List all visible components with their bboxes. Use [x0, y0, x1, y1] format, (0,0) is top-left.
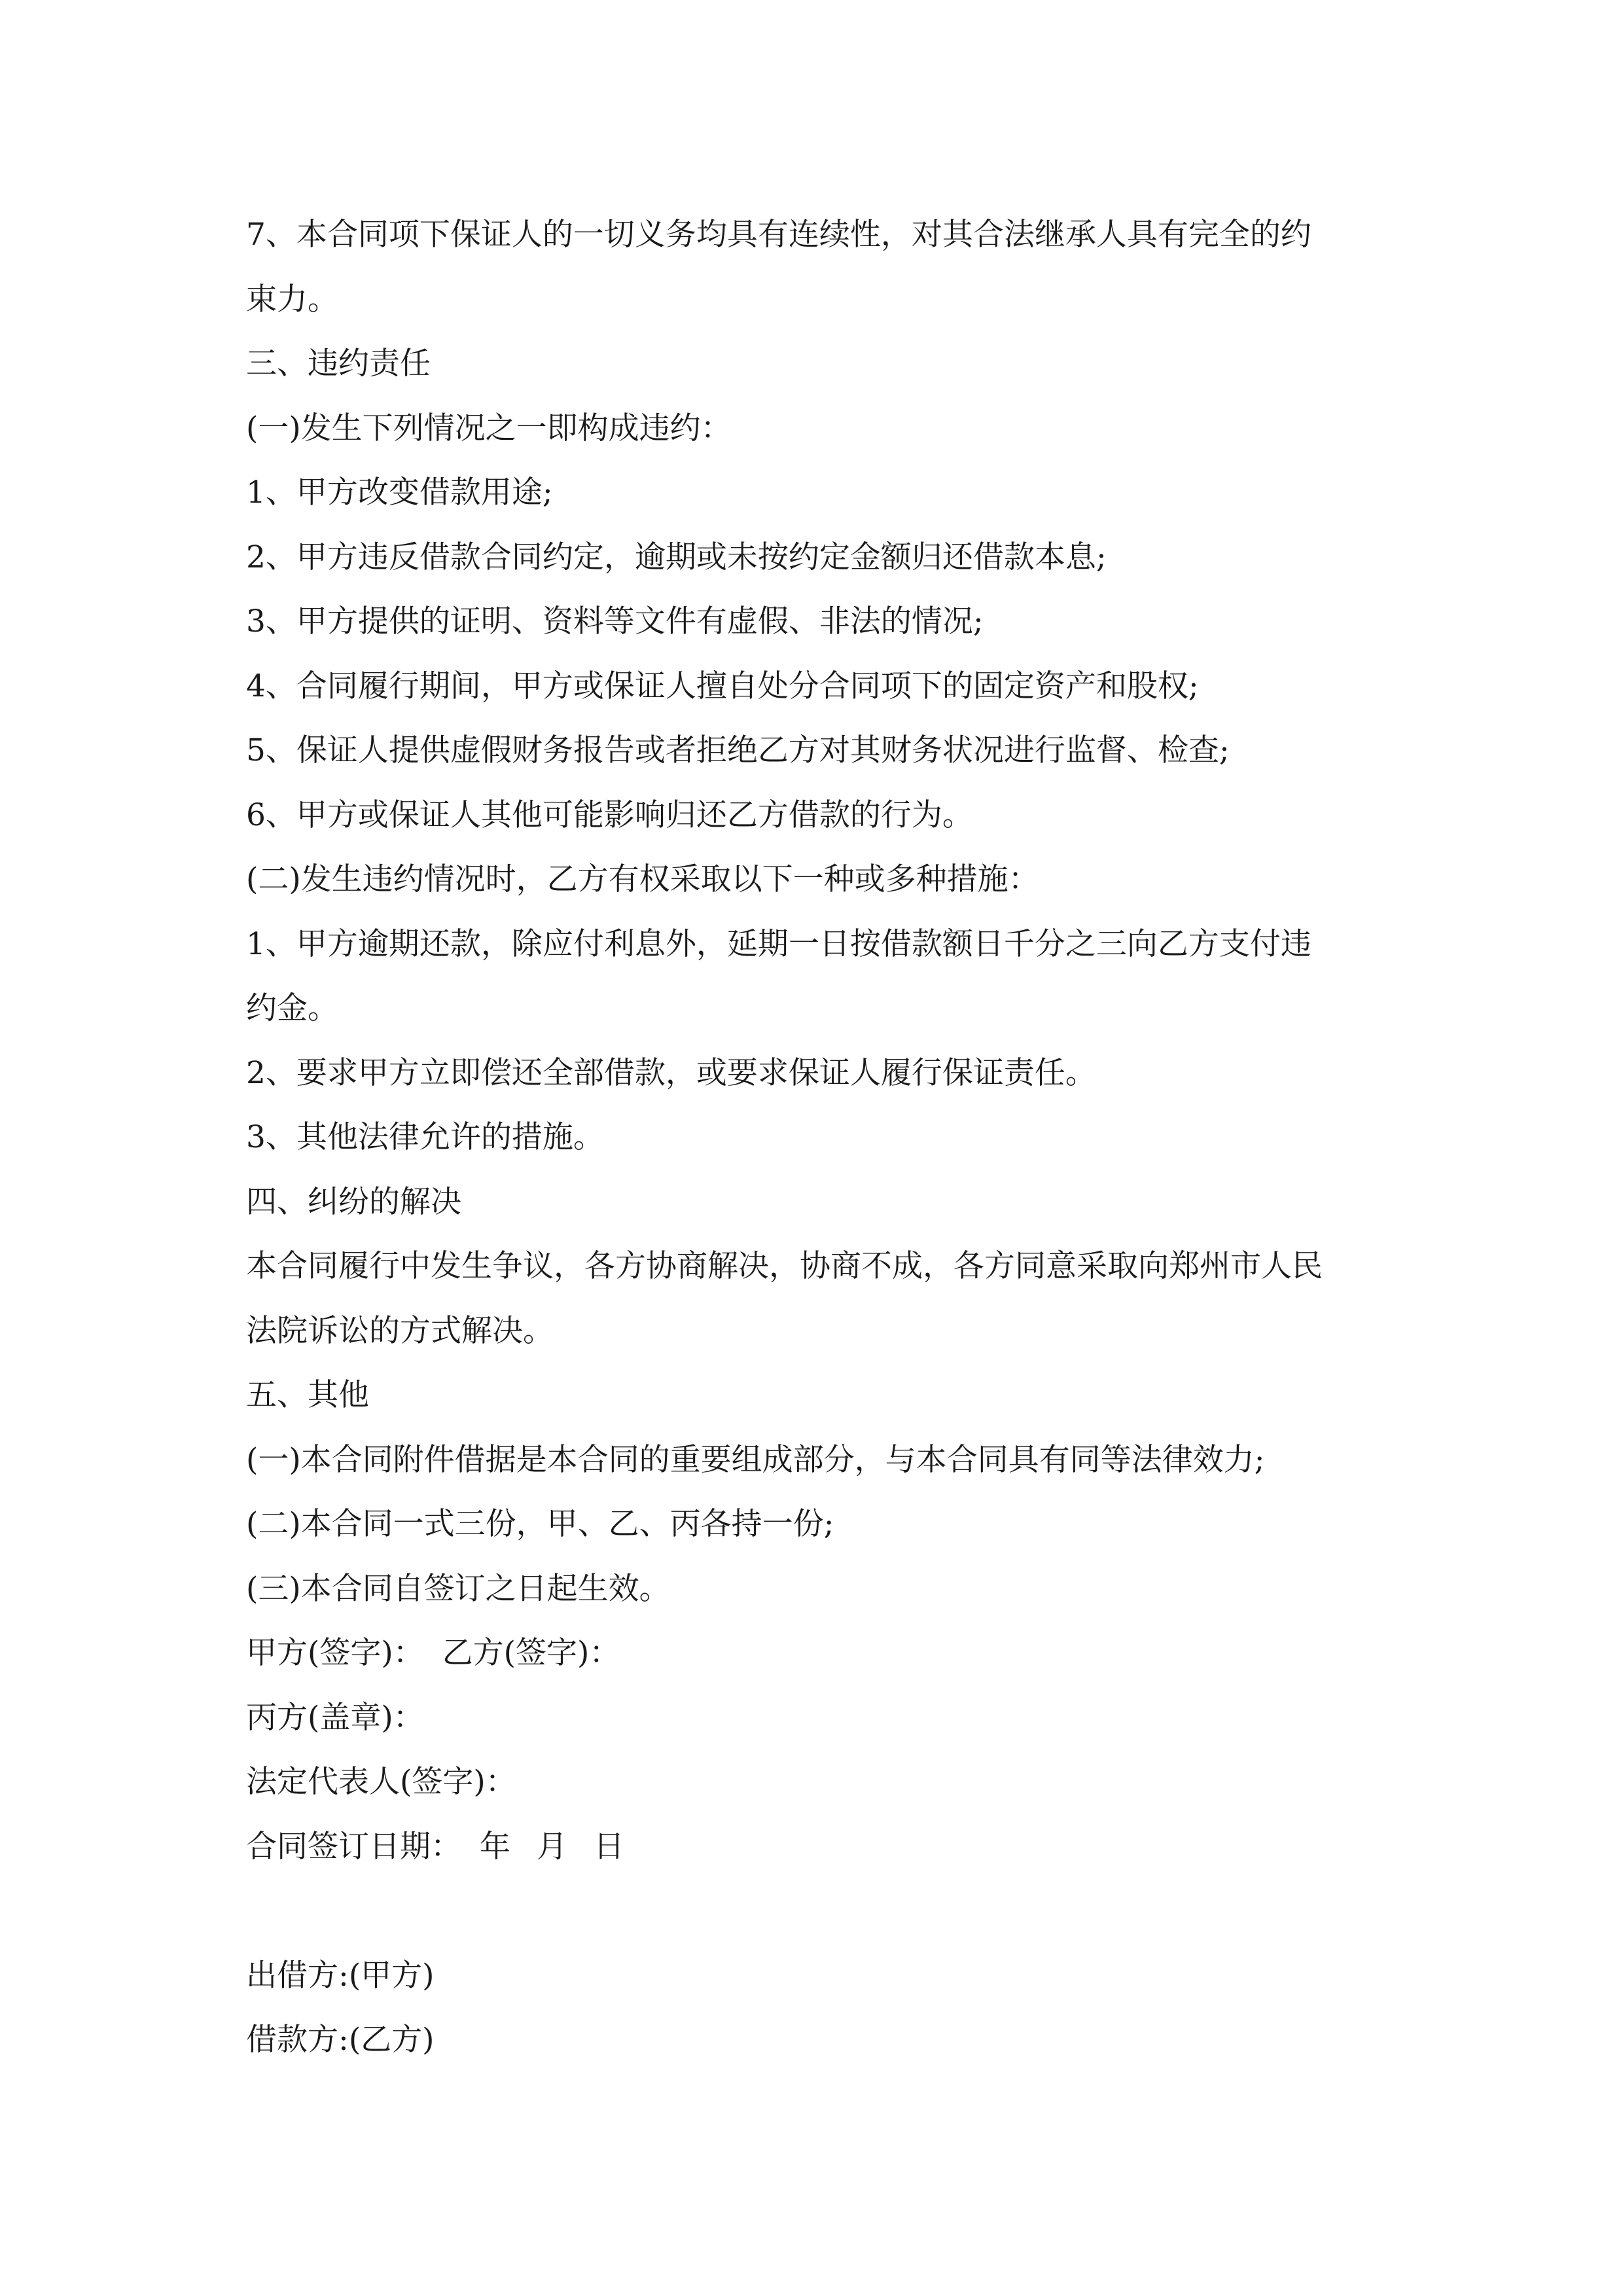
breach-item-3: 3、甲方提供的证明、资料等文件有虚假、非法的情况;: [246, 603, 984, 639]
clause-7-line-2: 束力。: [246, 281, 338, 317]
section-4-heading: 四、纠纷的解决: [246, 1183, 461, 1220]
date-day-label: 日: [594, 1828, 624, 1865]
other-item-3: (三)本合同自签订之日起生效。: [246, 1570, 670, 1607]
legal-rep-signature-label: 法定代表人(签字)：: [246, 1764, 516, 1800]
section-3-heading: 三、违约责任: [246, 346, 431, 382]
breach-item-6: 6、甲方或保证人其他可能影响归还乙方借款的行为。: [246, 797, 973, 833]
breach-item-4: 4、合同履行期间，甲方或保证人擅自处分合同项下的固定资产和股权;: [246, 668, 1199, 704]
signature-line-ab: [246, 1621, 1411, 1686]
party-a-signature-label: 甲方(签字)：: [246, 1635, 424, 1671]
breach-item-2: 2、甲方违反借款合同约定，逾期或未按约定金额归还借款本息;: [246, 539, 1107, 575]
other-item-1: (一)本合同附件借据是本合同的重要组成部分，与本合同具有同等法律效力;: [246, 1441, 1265, 1478]
section-3-sub2-heading: (二)发生违约情况时，乙方有权采取以下一种或多种措施：: [246, 861, 1039, 897]
remedy-item-2: 2、要求甲方立即偿还全部借款，或要求保证人履行保证责任。: [246, 1054, 1096, 1091]
section-3-sub1-heading: (一)发生下列情况之一即构成违约：: [246, 410, 732, 446]
contract-body: [246, 203, 1411, 2073]
section-4-line-2: 法院诉讼的方式解决。: [246, 1312, 554, 1349]
remedy-item-1-line-2: 约金。: [246, 990, 338, 1026]
section-5-heading: 五、其他: [246, 1377, 369, 1413]
date-month-label: 月: [537, 1828, 567, 1865]
section-4-line-1: 本合同履行中发生争议，各方协商解决，协商不成，各方同意采取向郑州市人民: [246, 1248, 1323, 1284]
remedy-item-3: 3、其他法律允许的措施。: [246, 1119, 604, 1155]
signing-date-line: [246, 1815, 1411, 1880]
party-c-seal-label: 丙方(盖章)：: [246, 1699, 424, 1736]
party-b-signature-label: 乙方(签字)：: [442, 1635, 620, 1671]
other-item-2: (二)本合同一式三份，甲、乙、丙各持一份;: [246, 1506, 834, 1542]
breach-item-5: 5、保证人提供虚假财务报告或者拒绝乙方对其财务状况进行监督、检查;: [246, 732, 1230, 768]
clause-7-line-1: 7、本合同项下保证人的一切义务均具有连续性，对其合法继承人具有完全的约: [246, 217, 1311, 253]
lender-label: 出借方:(甲方): [246, 1957, 435, 1994]
blank-line: [246, 1879, 1411, 1944]
date-year-label: 年: [480, 1828, 510, 1865]
borrower-label: 借款方:(乙方): [246, 2022, 435, 2058]
remedy-item-1-line-1: 1、甲方逾期还款，除应付利息外，延期一日按借款额日千分之三向乙方支付违: [246, 925, 1311, 962]
breach-item-1: 1、甲方改变借款用途;: [246, 475, 553, 511]
signing-date-label: 合同签订日期：: [246, 1828, 461, 1865]
